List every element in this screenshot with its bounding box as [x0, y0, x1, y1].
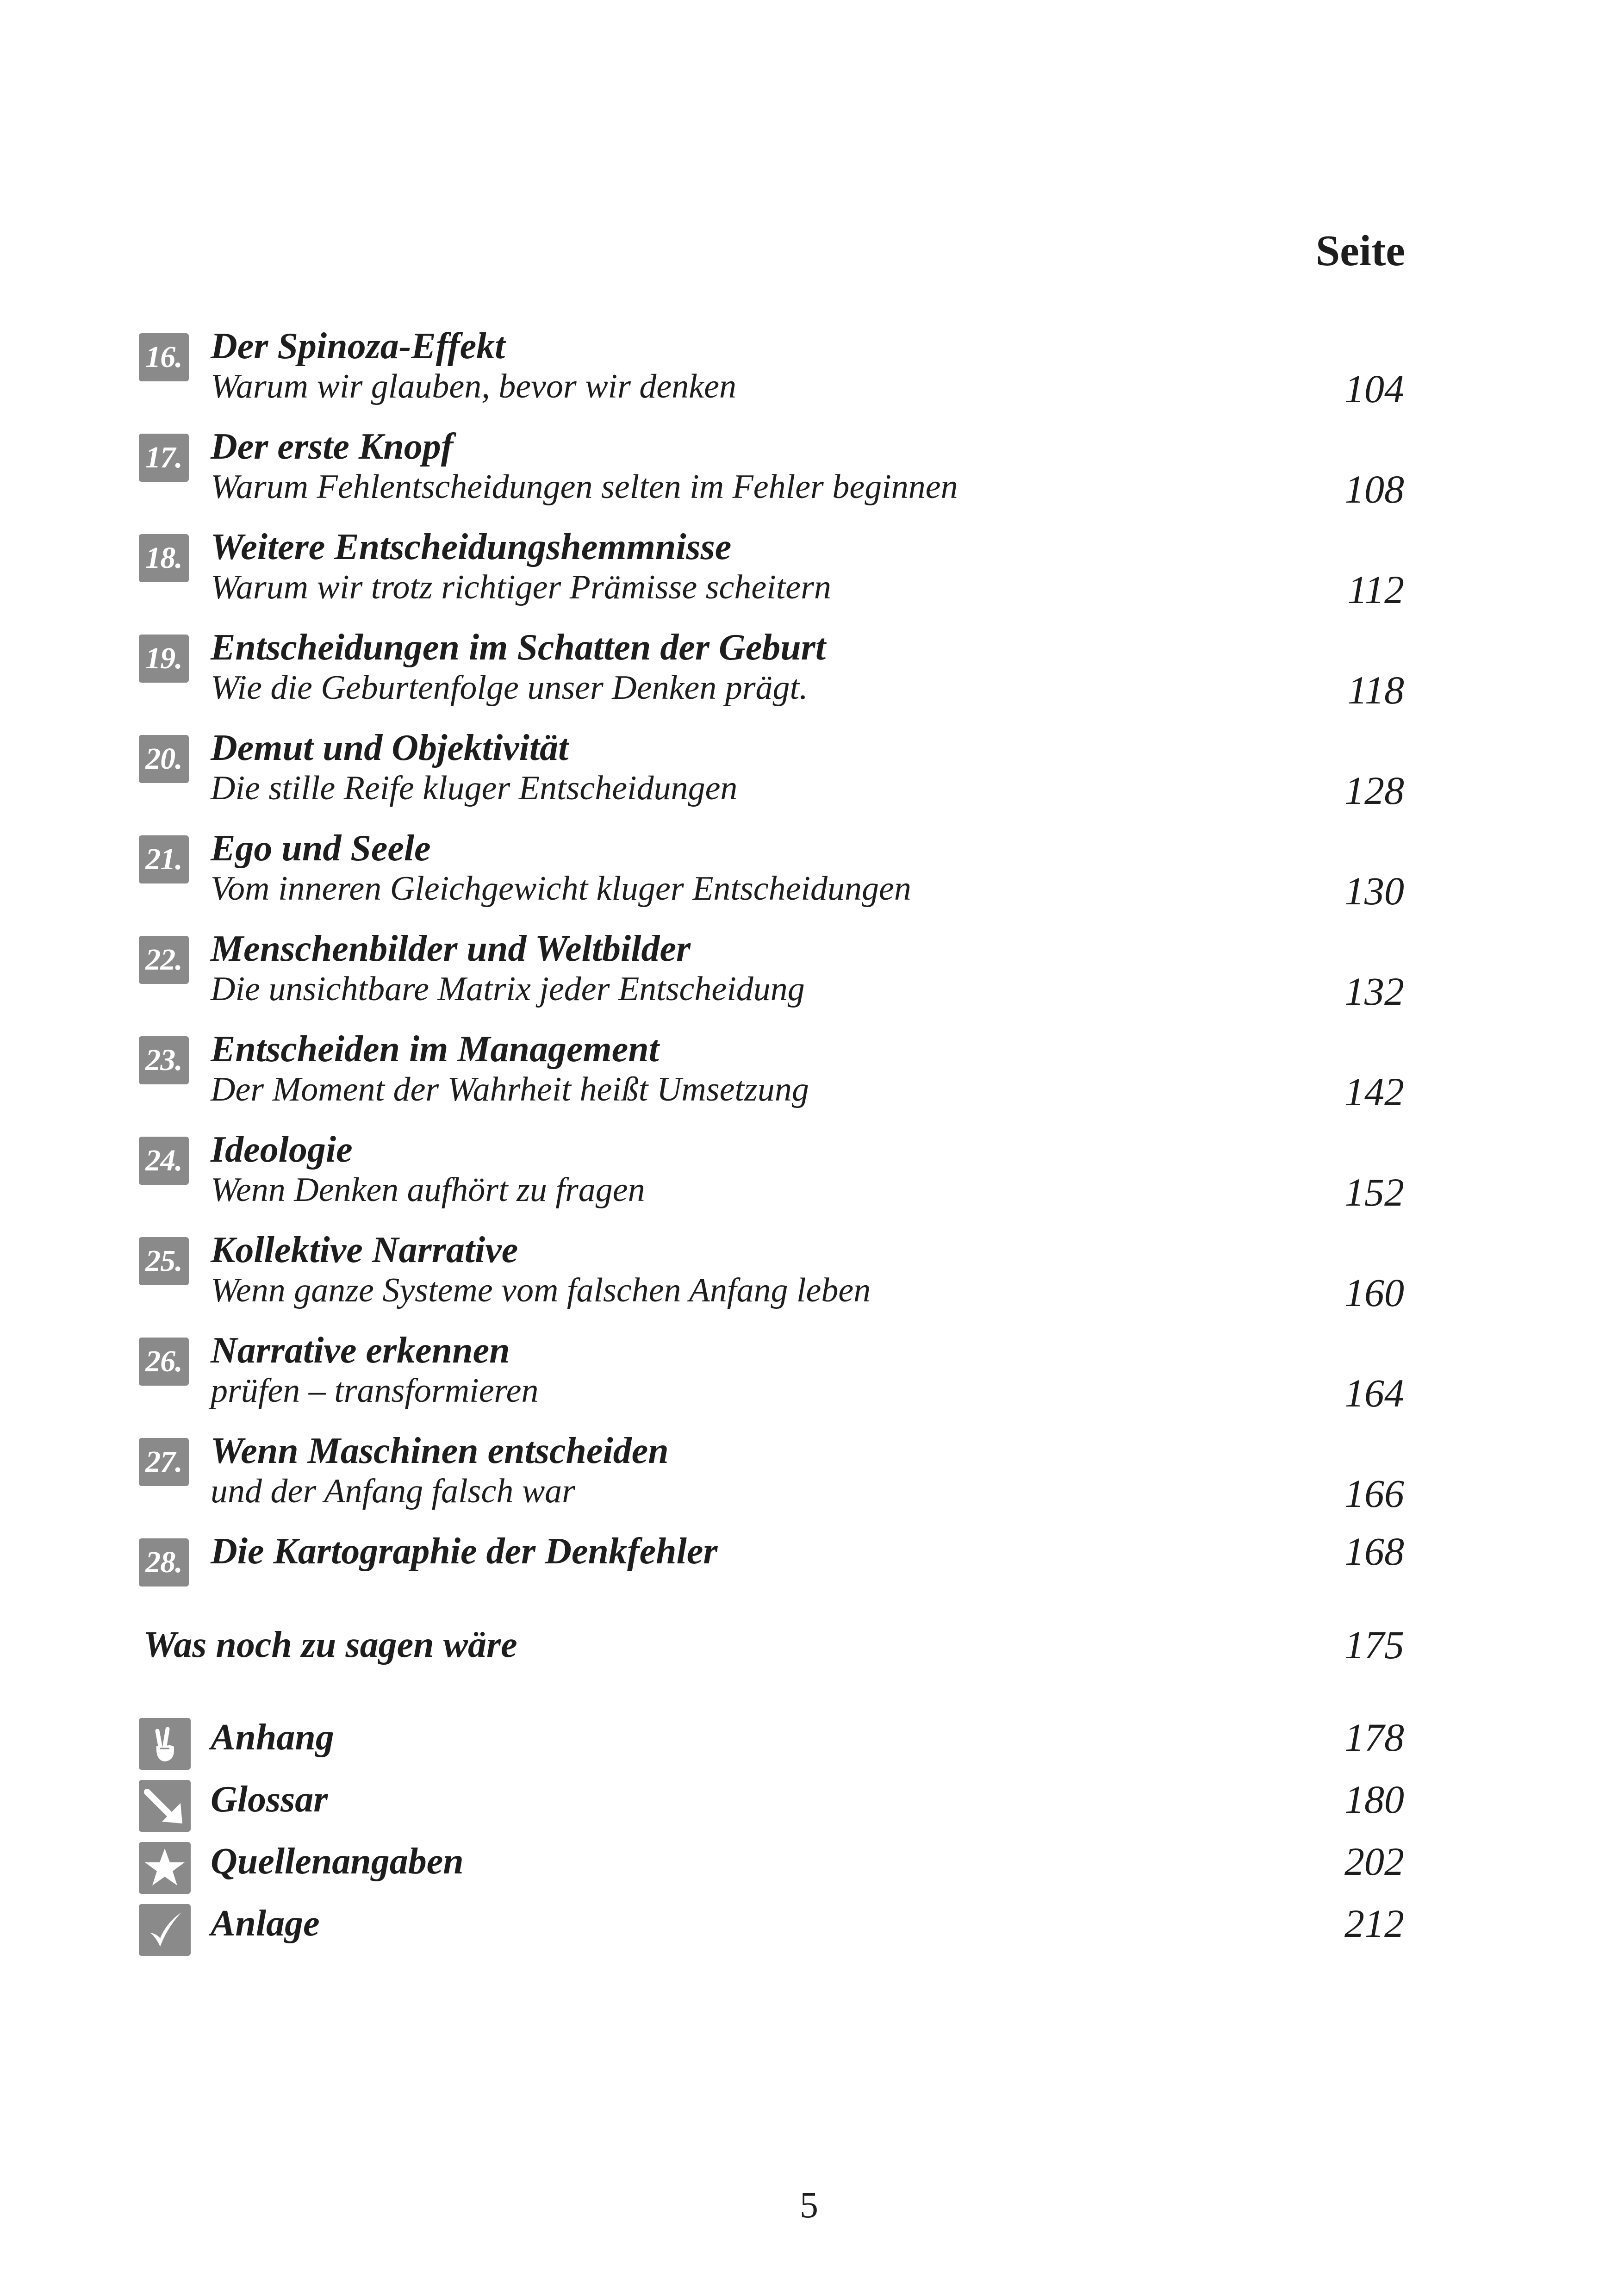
toc-entry-was-noch-zu-sagen-waere[interactable] [0, 1622, 1618, 1673]
toc-entry-glossar[interactable] [0, 1776, 1618, 1832]
chapter-subtitle: Der Moment der Wahrheit heißt Umsetzung [211, 1070, 809, 1108]
chapter-subtitle: Wenn ganze Systeme vom falschen Anfang leben [211, 1271, 871, 1309]
chapter-page: 132 [1344, 969, 1404, 1014]
chapter-title: Entscheiden im Management [211, 1029, 659, 1070]
toc-entry-21[interactable] [0, 825, 1618, 927]
chapter-title: Die Kartographie der Denkfehler [211, 1531, 718, 1572]
chapter-subtitle: Warum wir trotz richtiger Prämisse scheitern [211, 568, 831, 606]
chapter-subtitle: Vom inneren Gleichgewicht kluger Entscheidungen [211, 870, 911, 908]
chapter-number-badge: 23. [139, 1036, 189, 1084]
arrow-down-right-icon [139, 1780, 191, 1832]
chapter-page: 164 [1344, 1371, 1404, 1415]
star-icon [139, 1842, 191, 1894]
chapter-page: 166 [1344, 1471, 1404, 1516]
chapter-page: 168 [1344, 1529, 1404, 1574]
chapter-number-badge: 18. [139, 534, 189, 582]
chapter-page: 128 [1344, 768, 1404, 813]
chapter-subtitle: Die unsichtbare Matrix jeder Entscheidung [211, 970, 805, 1008]
appendix-title: Quellenangaben [211, 1841, 464, 1882]
chapter-number-badge: 19. [139, 635, 189, 683]
chapter-title: Wenn Maschinen entscheiden [211, 1431, 669, 1471]
appendix-page: 178 [1344, 1715, 1404, 1760]
chapter-title: Entscheidungen im Schatten der Geburt [211, 627, 826, 668]
chapter-number-badge: 25. [139, 1237, 189, 1285]
toc-entry-27[interactable] [0, 1428, 1618, 1530]
chapter-subtitle: Wie die Geburtenfolge unser Denken prägt. [211, 669, 808, 707]
chapter-number-badge: 16. [139, 333, 189, 381]
victory-hand-icon [139, 1718, 191, 1770]
chapter-title: Ideologie [211, 1129, 353, 1170]
toc-entry-anlage[interactable] [0, 1900, 1618, 1956]
toc-entry-16[interactable] [0, 323, 1618, 425]
appendix-title: Anhang [211, 1717, 334, 1758]
chapter-title: Ego und Seele [211, 828, 431, 869]
section-title: Was noch zu sagen wäre [143, 1624, 517, 1665]
chapter-page: 152 [1344, 1170, 1404, 1214]
chapter-title: Demut und Objektivität [211, 728, 569, 768]
chapter-number-badge: 26. [139, 1338, 189, 1386]
toc-entry-26[interactable] [0, 1327, 1618, 1429]
toc-entry-23[interactable] [0, 1026, 1618, 1128]
chapter-number-badge: 20. [139, 735, 189, 783]
toc-entry-17[interactable] [0, 423, 1618, 525]
toc-entry-24[interactable] [0, 1126, 1618, 1228]
chapter-page: 118 [1347, 668, 1404, 712]
chapter-subtitle: und der Anfang falsch war [211, 1472, 575, 1510]
appendix-title: Glossar [211, 1779, 328, 1820]
chapter-title: Menschenbilder und Weltbilder [211, 928, 691, 969]
chapter-number-badge: 24. [139, 1137, 189, 1185]
chapter-subtitle: Die stille Reife kluger Entscheidungen [211, 769, 738, 807]
chapter-number-badge: 28. [139, 1538, 189, 1587]
toc-entry-22[interactable] [0, 926, 1618, 1027]
toc-entry-quellenangaben[interactable] [0, 1838, 1618, 1894]
toc-entry-19[interactable] [0, 624, 1618, 726]
toc-entry-25[interactable] [0, 1227, 1618, 1329]
page-number: 5 [800, 2185, 818, 2226]
chapter-title: Weitere Entscheidungshemmnisse [211, 527, 732, 567]
chapter-subtitle: Warum wir glauben, bevor wir denken [211, 367, 736, 405]
chapter-page: 130 [1344, 869, 1404, 913]
chapter-number-badge: 22. [139, 936, 189, 984]
appendix-title: Anlage [211, 1903, 320, 1944]
toc-entry-anhang[interactable] [0, 1714, 1618, 1770]
chapter-title: Der erste Knopf [211, 426, 454, 467]
chapter-page: 160 [1344, 1270, 1404, 1315]
section-page: 175 [1344, 1623, 1404, 1667]
chapter-title: Kollektive Narrative [211, 1230, 518, 1270]
appendix-page: 212 [1344, 1901, 1404, 1946]
chapter-page: 142 [1344, 1070, 1404, 1114]
chapter-title: Der Spinoza-Effekt [211, 326, 505, 367]
toc-entry-28[interactable] [0, 1528, 1618, 1630]
chapter-number-badge: 21. [139, 835, 189, 884]
chapter-number-badge: 17. [139, 434, 189, 482]
chapter-subtitle: Warum Fehlentscheidungen selten im Fehler beginnen [211, 468, 958, 506]
appendix-page: 202 [1344, 1839, 1404, 1884]
toc-entry-18[interactable] [0, 524, 1618, 626]
seite-column-header: Seite [1315, 227, 1405, 275]
appendix-page: 180 [1344, 1777, 1404, 1822]
checkmark-icon [139, 1904, 191, 1956]
chapter-page: 112 [1347, 567, 1404, 612]
chapter-subtitle: prüfen – transformieren [211, 1372, 539, 1410]
toc-entry-20[interactable] [0, 725, 1618, 827]
chapter-page: 104 [1344, 367, 1404, 411]
chapter-title: Narrative erkennen [211, 1330, 510, 1371]
chapter-subtitle: Wenn Denken aufhört zu fragen [211, 1171, 645, 1209]
chapter-page: 108 [1344, 467, 1404, 511]
chapter-number-badge: 27. [139, 1438, 189, 1486]
